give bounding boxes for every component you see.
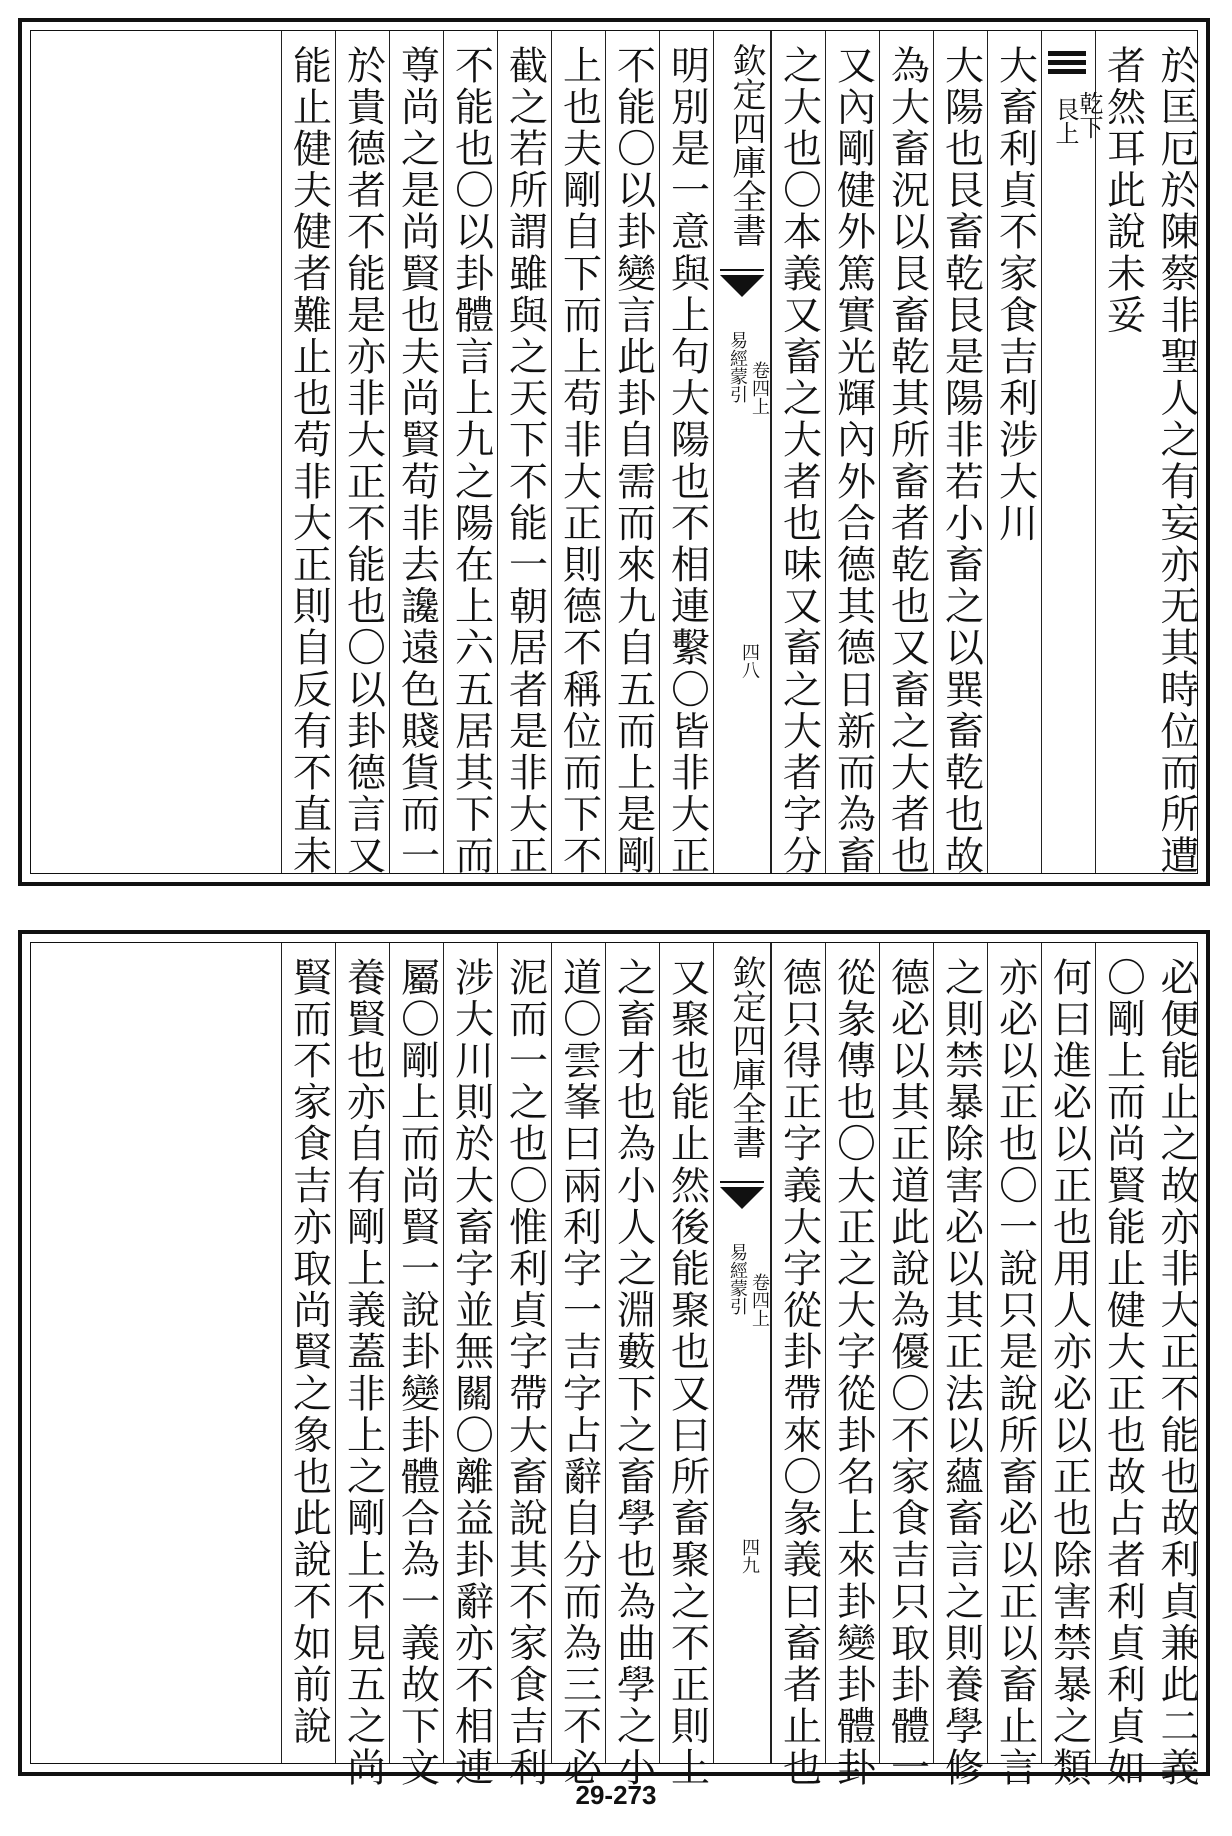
text-column xyxy=(933,943,987,1789)
column-text: 亦必以正也〇一說只是說所畜必以正以畜止言 xyxy=(992,957,1038,1789)
column-text: 賢而不家食吉亦取尚賢之象也此說不如前說 xyxy=(286,957,332,1748)
text-column xyxy=(605,943,659,1789)
column-text: 大陽也艮畜乾艮是陽非若小畜之以巽畜乾也故 xyxy=(938,45,984,877)
text-column xyxy=(1041,943,1095,1789)
column-text: 養賢也亦自有剛上義蓋非上之剛上不見五之尚 xyxy=(340,957,386,1789)
column-text: 為大畜況以艮畜乾其所畜者乾也又畜之大者也 xyxy=(884,45,930,877)
column-text: 屬〇剛上而尚賢一說卦變卦體合為一義故下文 xyxy=(394,957,440,1789)
column-text: 泥而一之也〇惟利貞字帶大畜說其不家食吉利 xyxy=(502,957,548,1789)
hexagram-icon xyxy=(1048,51,1086,78)
column-text: 之則禁暴除害必以其正法以蘊畜言之則養學修 xyxy=(938,957,984,1789)
text-column xyxy=(879,943,933,1789)
column-text: 於匡厄於陳蔡非聖人之有妄亦无其時位而所遭 xyxy=(1154,45,1199,877)
text-column xyxy=(987,31,1041,873)
center-gutter xyxy=(713,943,771,1763)
text-column xyxy=(497,31,551,877)
volume-label: 卷四上 xyxy=(749,1273,770,1327)
text-column xyxy=(771,943,825,1789)
page-bottom xyxy=(18,930,1210,1789)
page-top-frame xyxy=(30,30,1199,877)
text-column xyxy=(659,31,713,877)
column-text: 涉大川則於大畜字並無關〇離益卦辭亦不相連 xyxy=(448,957,494,1789)
text-column xyxy=(389,943,443,1789)
text-column xyxy=(933,31,987,877)
text-column xyxy=(281,943,335,1763)
volume-label: 卷四上 xyxy=(749,361,770,415)
text-column xyxy=(825,31,879,877)
hexagram-note-upper: 艮上 xyxy=(1051,97,1079,145)
text-column xyxy=(1149,31,1203,877)
text-column xyxy=(879,31,933,877)
fish-tail-mark-icon xyxy=(720,269,764,307)
text-column xyxy=(281,31,335,877)
text-column xyxy=(335,31,389,877)
center-title: 欽定四庫全書 xyxy=(726,955,766,1159)
column-text: 之畜才也為小人之淵藪下之畜學也為曲學之小 xyxy=(610,957,656,1789)
page-number: 四九 xyxy=(739,1538,760,1574)
hexagram-note-lower: 乾下 xyxy=(1075,91,1103,139)
text-column xyxy=(659,943,713,1789)
text-column xyxy=(1095,943,1149,1789)
text-column xyxy=(551,943,605,1789)
book-name: 易經蒙引 xyxy=(727,1243,748,1315)
column-text: 能止健夫健者難止也苟非大正則自反有不直未 xyxy=(286,45,332,877)
column-text: 不能也〇以卦體言上九之陽在上六五居其下而 xyxy=(448,45,494,877)
text-column xyxy=(1149,943,1203,1789)
column-text: 尊尚之是尚賢也夫尚賢苟非去讒遠色賤貨而一 xyxy=(394,45,440,877)
hexagram-column xyxy=(1041,31,1103,873)
column-text: 從彖傳也〇大正之大字從卦名上來卦變卦體卦 xyxy=(830,957,876,1789)
text-column xyxy=(443,31,497,877)
center-gutter xyxy=(713,31,771,873)
text-column xyxy=(551,31,605,877)
column-text: 又聚也能止然後能聚也又曰所畜聚之不正則上 xyxy=(664,957,710,1789)
text-column xyxy=(1095,31,1149,873)
book-name: 易經蒙引 xyxy=(727,331,748,403)
column-text: 者然耳此說未妥 xyxy=(1100,45,1146,337)
column-text: 德只得正字義大字從卦帶來〇彖義曰畜者止也 xyxy=(776,957,822,1789)
center-title: 欽定四庫全書 xyxy=(726,43,766,247)
column-text: 德必以其正道此說為優〇不家食吉只取卦體一 xyxy=(884,957,930,1789)
text-column xyxy=(443,943,497,1789)
text-column xyxy=(605,31,659,877)
column-text: 何曰進必以正也用人亦必以正也除害禁暴之類 xyxy=(1046,957,1092,1789)
column-text: 上也夫剛自下而上苟非大正則德不稱位而下不 xyxy=(556,45,602,877)
text-column xyxy=(825,943,879,1789)
column-text: 道〇雲峯曰兩利字一吉字占辭自分而為三不必 xyxy=(556,957,602,1789)
column-text: 〇剛上而尚賢能止健大正也故占者利貞利貞如 xyxy=(1100,957,1146,1789)
footer-page-code: 29-273 xyxy=(575,1780,657,1810)
column-text: 之大也〇本義又畜之大者也味又畜之大者字分 xyxy=(776,45,822,877)
column-text: 於貴德者不能是亦非大正不能也〇以卦德言又 xyxy=(340,45,386,877)
text-column xyxy=(771,31,825,877)
text-column xyxy=(987,943,1041,1789)
column-text: 又內剛健外篤實光輝內外合德其德日新而為畜 xyxy=(830,45,876,877)
page-bottom-frame xyxy=(30,942,1199,1789)
text-column xyxy=(497,943,551,1789)
page-top xyxy=(18,18,1210,886)
column-text: 大畜利貞不家食吉利涉大川 xyxy=(992,45,1038,545)
column-text: 不能〇以卦變言此卦自需而來九自五而上是剛 xyxy=(610,45,656,877)
column-text: 必便能止之故亦非大正不能也故利貞兼此二義 xyxy=(1154,957,1199,1789)
fish-tail-mark-icon xyxy=(720,1181,764,1219)
column-text: 明別是一意與上句大陽也不相連繫〇皆非大正 xyxy=(664,45,710,877)
column-text: 截之若所謂雖與之天下不能一朝居者是非大正 xyxy=(502,45,548,877)
text-column xyxy=(335,943,389,1789)
text-column xyxy=(389,31,443,877)
page-number: 四八 xyxy=(739,643,760,679)
